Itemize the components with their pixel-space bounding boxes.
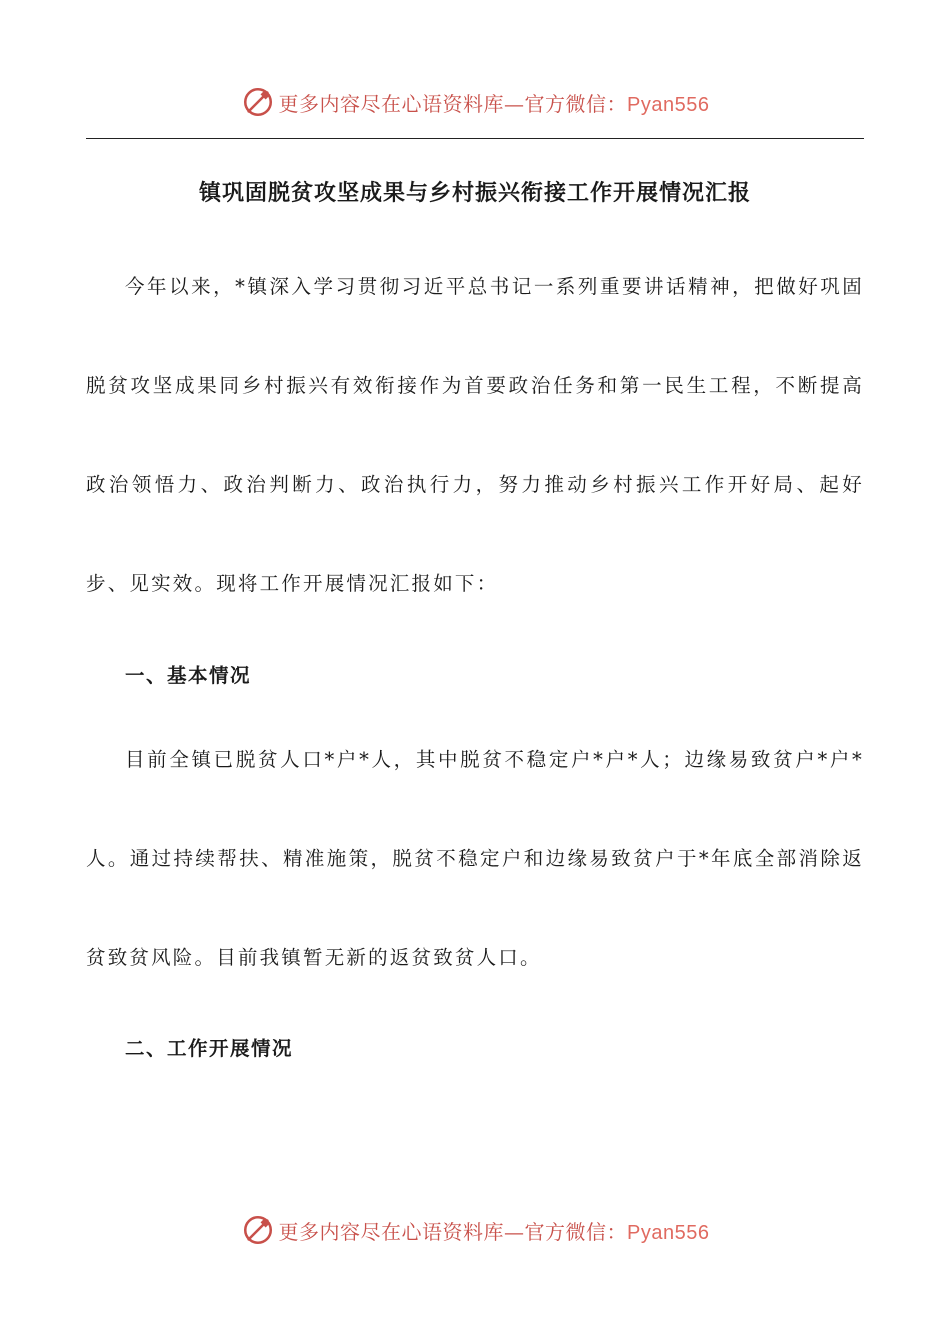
footer-banner-text — [279, 1216, 710, 1245]
footer-wechat-id: Pyan556 — [627, 1221, 710, 1244]
header-wechat-id: Pyan556 — [627, 93, 710, 116]
header-banner-text — [279, 88, 710, 117]
document-title: 镇巩固脱贫攻坚成果与乡村振兴衔接工作开展情况汇报 — [198, 180, 751, 206]
header-divider — [86, 138, 864, 139]
header-banner-slogan: 更多内容尽在心语资料库—官方微信： — [278, 91, 628, 116]
section-body-basic-situation: 目前全镇已脱贫人口*户*人，其中脱贫不稳定户*户*人；边缘易致贫户*户*人。通过持续帮扶、精准施策，脱贫不稳定户和边缘易致贫户于*年底全部消除返贫致贫风险。目前我镇暂无新的返贫致贫人口。 — [86, 748, 864, 969]
intro-paragraph: 今年以来，*镇深入学习贯彻习近平总书记一系列重要讲话精神，把做好巩固脱贫攻坚成果同乡村振兴有效衔接作为首要政治任务和第一民生工程，不断提高政治领悟力、政治判断力、政治执行力，努力推动乡村振兴工作开好局、起好步、见实效。现将工作开展情况汇报如下： — [86, 275, 864, 595]
footer-banner — [0, 1210, 950, 1250]
section-heading-work-progress: 二、工作开展情况 — [125, 1037, 294, 1060]
pen-logo-icon — [241, 85, 275, 119]
header-banner — [0, 82, 950, 122]
pen-logo-icon — [241, 1213, 275, 1247]
footer-banner-slogan: 更多内容尽在心语资料库—官方微信： — [278, 1219, 628, 1244]
section-heading-basic-situation: 一、基本情况 — [125, 664, 252, 687]
